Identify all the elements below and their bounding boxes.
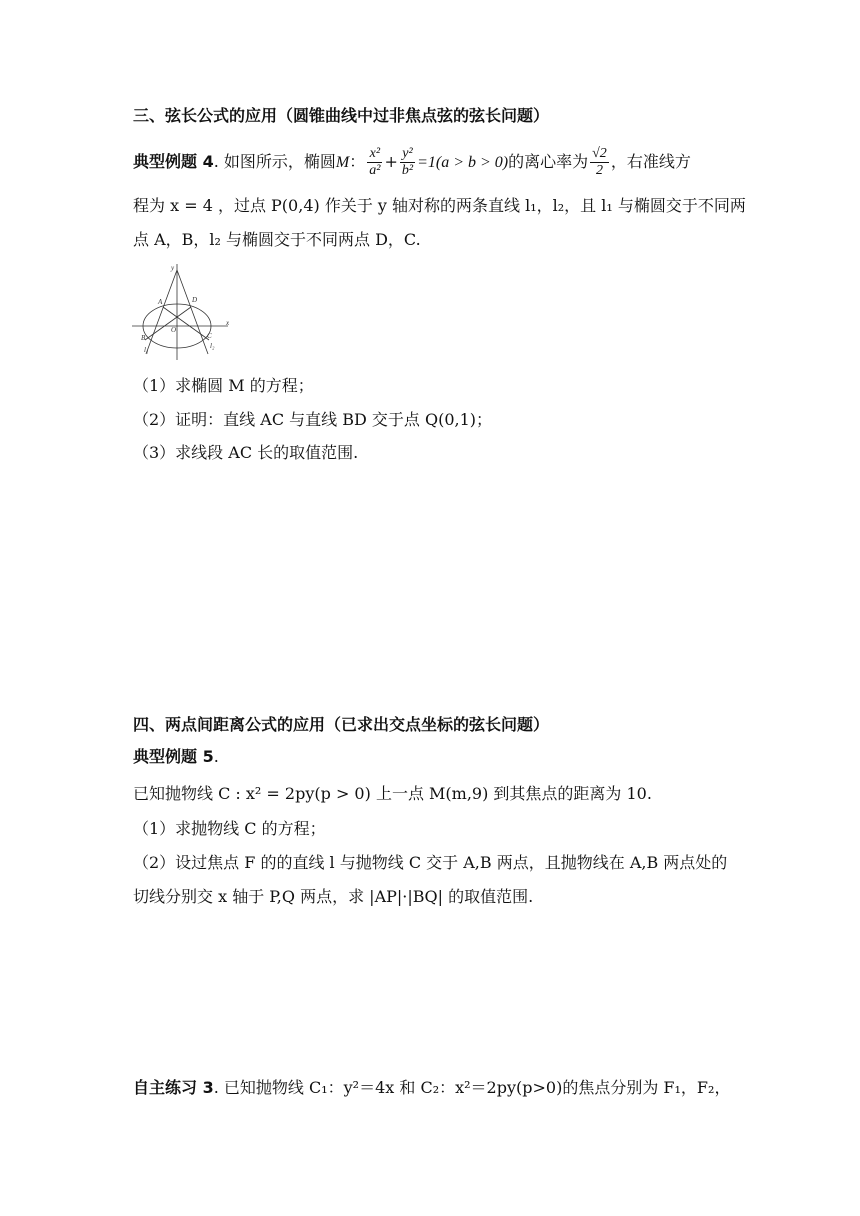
- example-5-q2-cont: 切线分别交 x 轴于 P,Q 两点，求 |AP|·|BQ| 的取值范围.: [133, 887, 534, 906]
- label-l2: l₂: [210, 342, 215, 350]
- label-y: y: [171, 264, 175, 272]
- line-bd: [145, 307, 191, 340]
- ellipse-name: M: [335, 154, 350, 171]
- label-a: A: [158, 298, 163, 306]
- frac1-num: x²: [367, 146, 382, 163]
- frac2-den: b²: [401, 163, 414, 178]
- equation-condition: =1(a > b > 0): [417, 154, 509, 171]
- eccentricity-fraction: [590, 146, 609, 179]
- frac1-den: a²: [369, 163, 381, 178]
- example-4-q2: （2）证明：直线 AC 与直线 BD 交于点 Q(0,1)；: [133, 410, 493, 429]
- example-5-line-1: 已知抛物线 C : x² = 2py(p > 0) 上一点 M(m,9) 到其焦点的距离为 10.: [133, 784, 652, 803]
- example-5-dot: .: [213, 747, 219, 766]
- colon: ：: [349, 152, 366, 171]
- practice-3-line: [133, 1076, 730, 1100]
- example-5-label: 典型例题 5: [133, 747, 214, 766]
- ecc-den: 2: [595, 163, 603, 178]
- practice-3-label: 自主练习 3: [133, 1078, 214, 1097]
- label-b: B: [141, 334, 146, 342]
- example-4-line-2: 程为 x = 4 ，过点 P(0,4) 作关于 y 轴对称的两条直线 l₁，l₂，且 l₁ 与椭圆交于不同两: [133, 196, 746, 215]
- eccentricity-text: 的离心率为: [508, 152, 589, 171]
- example-4-q1: （1）求椭圆 M 的方程；: [133, 376, 314, 395]
- frac2-num: y²: [400, 146, 415, 163]
- ellipse-figure: [130, 262, 232, 362]
- example-4-line-1-end: ，右准线方: [610, 152, 691, 171]
- example-4-q3: （3）求线段 AC 长的取值范围.: [133, 443, 359, 462]
- section-4-heading: 四、两点间距离公式的应用（已求出交点坐标的弦长问题）: [133, 715, 550, 734]
- fraction-y2-b2: [400, 146, 415, 179]
- label-x: x: [226, 319, 230, 327]
- label-l1: l₁: [144, 346, 149, 354]
- plus-sign: +: [384, 152, 398, 171]
- fraction-x2-a2: [367, 146, 382, 179]
- example-5-title: [133, 745, 219, 769]
- practice-3-text: . 已知抛物线 C₁：y²＝4x 和 C₂：x²＝2py(p>0)的焦点分别为 F₁，F₂，: [213, 1078, 731, 1097]
- label-c: C: [207, 332, 212, 340]
- example-4-line-3: 点 A，B，l₂ 与椭圆交于不同两点 D，C.: [133, 230, 421, 249]
- ecc-num: √2: [592, 146, 607, 161]
- ellipse-diagram: [130, 262, 232, 362]
- label-d: D: [192, 296, 198, 304]
- line-ac: [163, 307, 209, 340]
- example-4-line-1: [133, 142, 691, 182]
- example-4-label: 典型例题 4: [133, 152, 214, 171]
- label-o: O: [171, 326, 177, 334]
- example-5-q1: （1）求抛物线 C 的方程；: [133, 819, 326, 838]
- example-5-q2: （2）设过焦点 F 的的直线 l 与抛物线 C 交于 A,B 两点，且抛物线在 A,B 两点处的: [133, 853, 728, 872]
- example-4-intro: . 如图所示，椭圆: [213, 152, 336, 171]
- section-3-heading: 三、弦长公式的应用（圆锥曲线中过非焦点弦的弦长问题）: [133, 106, 550, 125]
